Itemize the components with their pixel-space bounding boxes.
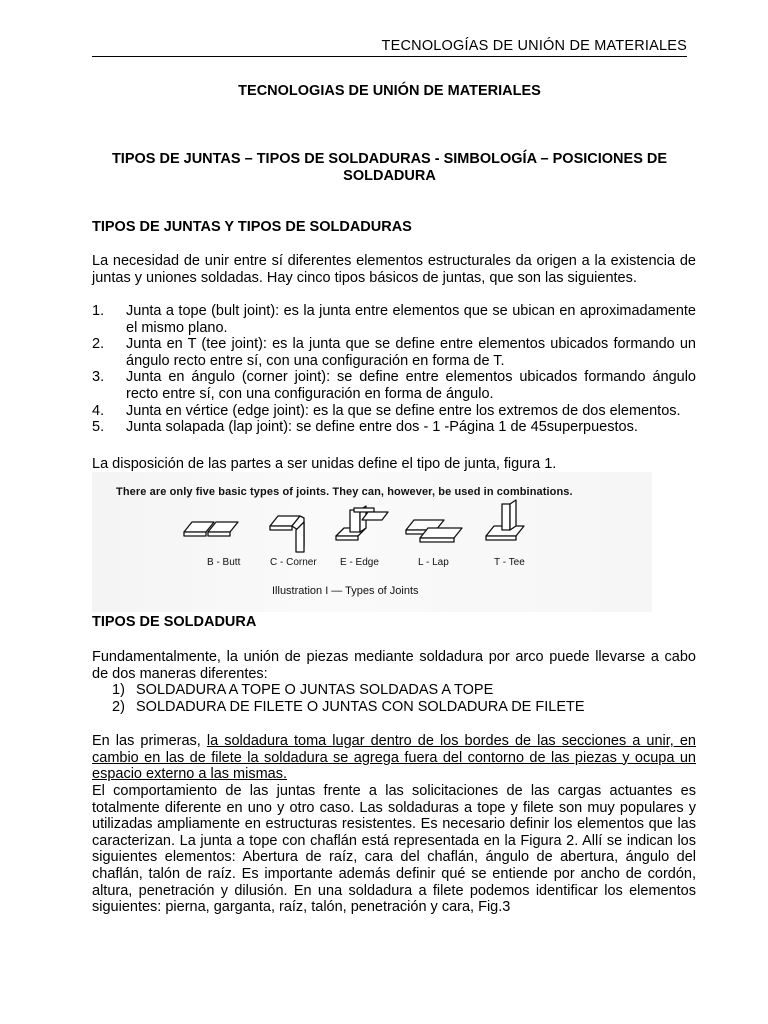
- document-subtitle: TIPOS DE JUNTAS – TIPOS DE SOLDADURAS - SIMBOLOGÍA – POSICIONES DE SOLDADURA: [111, 151, 668, 184]
- list-item-number: 5.: [92, 419, 105, 436]
- intro-paragraph: La necesidad de unir entre sí diferentes elementos estructurales da origen a la existencia de juntas y uniones soldadas. Hay cinco tipos básicos de juntas, que son las siguientes.: [92, 253, 696, 286]
- list-item-number: 4.: [92, 402, 105, 419]
- list-item-number: 3.: [92, 369, 105, 386]
- joint-label-tee: T - Tee: [494, 557, 525, 568]
- section-heading-joint-types: TIPOS DE JUNTAS Y TIPOS DE SOLDADURAS: [92, 219, 412, 235]
- list-item: [92, 403, 696, 420]
- list-item-text: Junta solapada (lap joint): se define entre dos - 1 -Página 1 de 45superpuestos.: [126, 419, 638, 436]
- list-item: [92, 369, 696, 402]
- list-item-text: Junta en vértice (edge joint): es la que se define entre los extremos de dos elementos.: [126, 402, 681, 419]
- list-item-text: SOLDADURA DE FILETE O JUNTAS CON SOLDADURA DE FILETE: [136, 699, 585, 715]
- figure-reference-paragraph: La disposición de las partes a ser unidas define el tipo de junta, figura 1.: [92, 456, 557, 472]
- list-item: [92, 303, 696, 336]
- comparison-paragraph: [92, 733, 696, 783]
- figure-top-text: There are only five basic types of joints. They can, however, be used in combinations.: [116, 486, 573, 498]
- corner-joint-drawing: [270, 516, 304, 552]
- joint-label-corner: C - Corner: [270, 557, 317, 568]
- joint-label-edge: E - Edge: [340, 557, 379, 568]
- joint-label-butt: B - Butt: [207, 557, 241, 568]
- list-item-number: 2.: [92, 336, 105, 353]
- joint-types-list: [92, 303, 696, 436]
- list-item-number: 2): [112, 699, 125, 715]
- list-item: [112, 682, 692, 699]
- list-item-text: Junta a tope (bult joint): es la junta entre elementos que se ubican en aproximadamente el mismo plano.: [126, 303, 696, 336]
- behavior-paragraph: El comportamiento de las juntas frente a las solicitaciones de las cargas actuantes es totalmente diferente en uno y otro caso. Las soldaduras a tope y filete son muy populares y utilizadas ampliamente en estructuras resistentes. Es necesario definir los elementos que las caracterizan. La junta a tope con chaflán está representada en la Figura 2. Allí se indican los siguientes elementos: Abertura de raíz, cara del chaflán, ángulo de abertura, ángulo del chaflán, talón de raíz. Es importante además definir qué se entiende por ancho de cordón, altura, penetración y dilusión. En una soldadura a filete podemos identificar los elementos siguientes: pierna, garganta, raíz, talón, penetración y cara, Fig.3: [92, 783, 696, 916]
- list-item-number: 1.: [92, 303, 105, 319]
- weld-types-list: [112, 682, 692, 716]
- underlined-definition: la soldadura toma lugar dentro de los bordes de las secciones a unir, en cambio en las de filete la soldadura se agrega fuera del contorno de las piezas y ocupa un espacio externo a las mismas.: [92, 733, 696, 783]
- document-title: TECNOLOGIAS DE UNIÓN DE MATERIALES: [238, 83, 541, 99]
- list-item: [112, 699, 692, 716]
- joint-label-lap: L - Lap: [418, 557, 449, 568]
- tee-joint-drawing: [486, 500, 524, 540]
- butt-joint-drawing: [184, 522, 238, 536]
- list-item: [92, 419, 696, 436]
- figure-caption: Illustration I — Types of Joints: [272, 585, 419, 597]
- comparison-text: En las primeras,: [92, 733, 207, 749]
- list-item-text: Junta en T (tee joint): es la junta que se define entre elementos ubicados formando un ángulo recto entre sí, con una configuración en forma de T.: [126, 336, 696, 369]
- lap-joint-drawing: [406, 520, 462, 542]
- section-heading-weld-types: TIPOS DE SOLDADURA: [92, 614, 257, 630]
- list-item-text: Junta en ángulo (corner joint): se define entre elementos ubicados formando ángulo recto entre sí, con una configuración en forma de ángulo.: [126, 369, 696, 402]
- list-item-number: 1): [112, 682, 125, 698]
- list-item-text: SOLDADURA A TOPE O JUNTAS SOLDADAS A TOPE: [136, 682, 494, 698]
- figure-joint-types: [92, 472, 652, 612]
- list-item: [92, 336, 696, 369]
- edge-joint-drawing: [336, 506, 388, 540]
- weld-intro-paragraph: Fundamentalmente, la unión de piezas mediante soldadura por arco puede llevarse a cabo de dos maneras diferentes:: [92, 649, 696, 682]
- running-header: TECNOLOGÍAS DE UNIÓN DE MATERIALES: [92, 38, 687, 57]
